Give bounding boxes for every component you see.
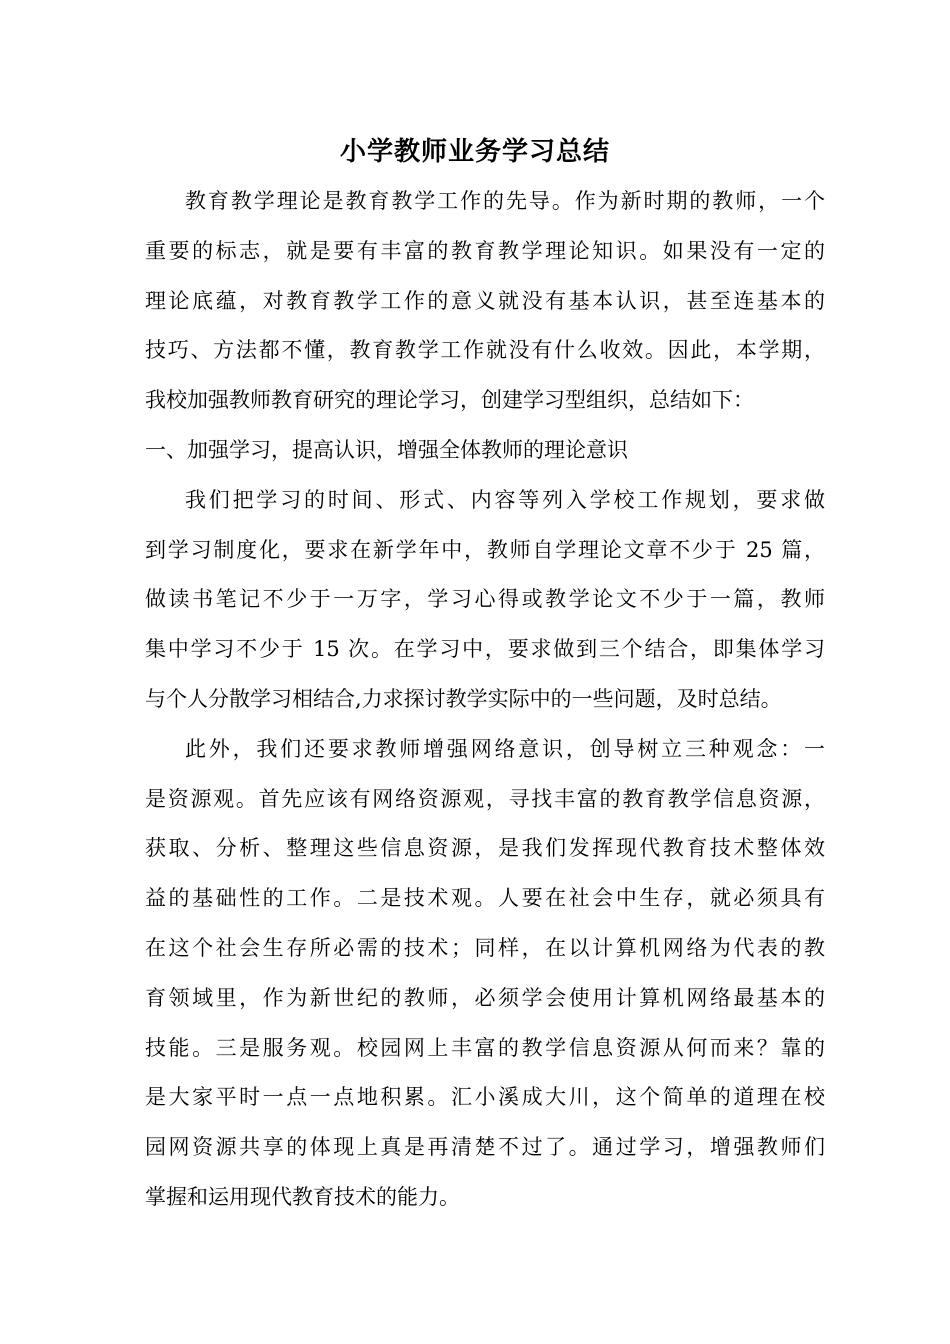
paragraph-line: 在这个社会生存所必需的技术；同样，在以计算机网络为代表的教 [145,936,825,960]
paragraph-line: 一、加强学习，提高认识，增强全体教师的理论意识 [145,438,628,462]
paragraph-line: 育领域里，作为新世纪的教师，必须学会使用计算机网络最基本的 [145,985,825,1010]
paragraph-line: 到学习制度化，要求在新学年中，教师自学理论文章不少于 25 篇， [145,537,825,562]
paragraph-line: 集中学习不少于 15 次。在学习中，要求做到三个结合，即集体学习 [145,637,825,662]
paragraph-line: 理论底蕴，对教育教学工作的意义就没有基本认识，甚至连基本的 [145,288,825,313]
paragraph-line: 我校加强教师教育研究的理论学习，创建学习型组织，总结如下： [145,388,754,413]
paragraph-line: 技能。三是服务观。校园网上丰富的教学信息资源从何而来？靠的 [145,1035,825,1060]
paragraph-line: 重要的标志，就是要有丰富的教育教学理论知识。如果没有一定的 [145,238,825,263]
paragraph-line: 此外，我们还要求教师增强网络意识，创导树立三种观念：一 [185,736,825,761]
paragraph-line: 与个人分散学习相结合,力求探讨教学实际中的一些问题，及时总结。 [145,687,782,711]
paragraph-line: 掌握和运用现代教育技术的能力。 [145,1185,460,1209]
paragraph-line: 获取、分析、整理这些信息资源，是我们发挥现代教育技术整体效 [145,836,825,861]
paragraph-line: 教育教学理论是教育教学工作的先导。作为新时期的教师，一个 [185,189,825,213]
paragraph-line: 我们把学习的时间、形式、内容等列入学校工作规划，要求做 [185,487,825,512]
paragraph-line: 技巧、方法都不懂，教育教学工作就没有什么收效。因此，本学期， [145,338,825,363]
paragraph-line: 是资源观。首先应该有网络资源观，寻找丰富的教育教学信息资源， [145,786,825,811]
paragraph-line: 做读书笔记不少于一万字，学习心得或教学论文不少于一篇，教师 [145,587,825,612]
paragraph-line: 是大家平时一点一点地积累。汇小溪成大川，这个简单的道理在校 [145,1085,825,1110]
paragraph-line: 益的基础性的工作。二是技术观。人要在社会中生存，就必须具有 [145,886,825,911]
paragraph-line: 园网资源共享的体现上真是再清楚不过了。通过学习，增强教师们 [145,1135,825,1160]
document-title: 小学教师业务学习总结 [339,137,610,167]
